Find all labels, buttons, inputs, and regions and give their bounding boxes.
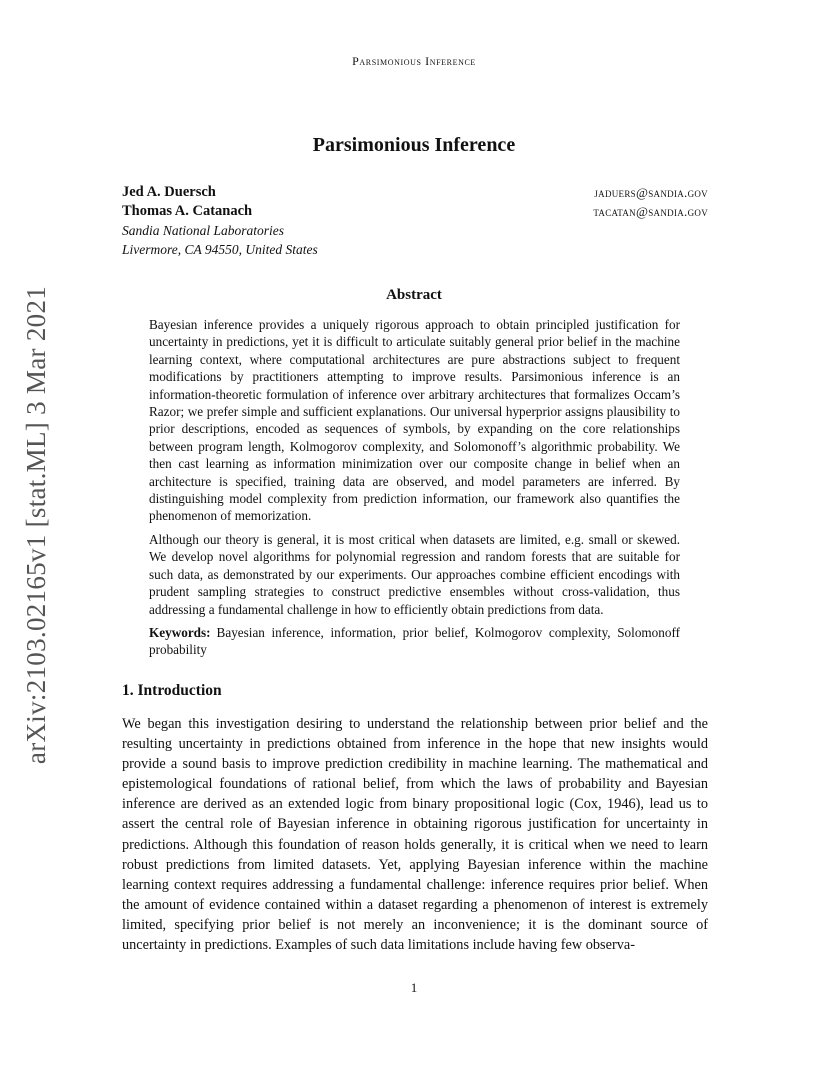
author-email[interactable]: jaduers@sandia.gov (594, 185, 708, 200)
author-block (122, 183, 708, 259)
affiliation-institution: Sandia National Laboratories (122, 223, 285, 238)
arxiv-identifier[interactable]: arXiv:2103.02165v1 [stat.ML] 3 Mar 2021 (21, 285, 51, 765)
section-heading-introduction: 1. Introduction (122, 682, 222, 699)
affiliation-address: Livermore, CA 94550, United States (122, 242, 318, 257)
keywords-list: Bayesian inference, information, prior belief, Kolmogorov complexity, Solomonoff probability (149, 624, 680, 658)
keywords-label: Keywords: (149, 624, 211, 640)
abstract-paragraph: Bayesian inference provides a uniquely rigorous approach to obtain principled justification for uncertainty in predictions, yet it is difficult to articulate suitably general prior belief in the machine learning context, where computational architectures are pure abstractions subject to frequent modifications by practitioners attempting to improve results. Parsimonious inference is an information-theoretic formulation of inference over arbitrary architectures that formalizes Occam’s Razor; we prefer simple and sufficient explanations. Our universal hyperprior assigns plausibility to prior descriptions, encoded as sequences of symbols, by expanding on the core relationships between program length, Kolmogorov complexity, and Solomonoff’s algorithmic probability. We then cast learning as information minimization over our composite change in belief when an architecture is specified, training data are observed, and model parameters are inferred. By distinguishing model complexity from prediction information, our framework also quantifies the phenomenon of memorization. (149, 317, 680, 524)
running-head: Parsimonious Inference (352, 54, 476, 68)
abstract-body (149, 316, 680, 659)
keywords (149, 624, 680, 659)
author-name: Jed A. Duersch (122, 184, 216, 200)
page-number: 1 (410, 980, 418, 995)
author-row (122, 183, 708, 202)
body-paragraph: We began this investigation desiring to understand the relationship between prior belief and the resulting uncertainty in predictions obtained from inference in the hope that new insights would provide a sound basis to improve prediction credibility in machine learning. The mathematical and epistemological foundations of rational belief, from which the laws of probability and Bayesian inference are derived as an extended logic from binary propositional logic (Cox, 1946), lead us to assert the central role of Bayesian inference in obtaining rigorous justification for uncertainty in predictions. Although this foundation of reason holds generally, it is critical when we need to learn robust predictions from limited datasets. Yet, applying Bayesian inference within the machine learning context requires addressing a fundamental challenge: inference requires prior belief. When the amount of evidence contained within a dataset regarding a phenomenon of interest is extremely limited, specifying prior belief is not merely an inconvenience; it is the dominant source of uncertainty in predictions. Examples of such data limitations include having few observa- (122, 716, 708, 954)
introduction-body (122, 714, 708, 955)
author-name: Thomas A. Catanach (122, 203, 253, 219)
author-row (122, 202, 708, 221)
paper-title: Parsimonious Inference (312, 134, 516, 156)
abstract-heading: Abstract (386, 287, 442, 303)
abstract-paragraph: Although our theory is general, it is most critical when datasets are limited, e.g. small or skewed. We develop novel algorithms for polynomial regression and random forests that are suitable for such data, as demonstrated by our experiments. Our approaches combine efficient encodings with prudent sampling strategies to construct predictive ensembles without cross-validation, thus addressing a fundamental challenge in how to efficiently obtain predictions from data. (149, 531, 680, 617)
author-email[interactable]: tacatan@sandia.gov (593, 204, 708, 219)
